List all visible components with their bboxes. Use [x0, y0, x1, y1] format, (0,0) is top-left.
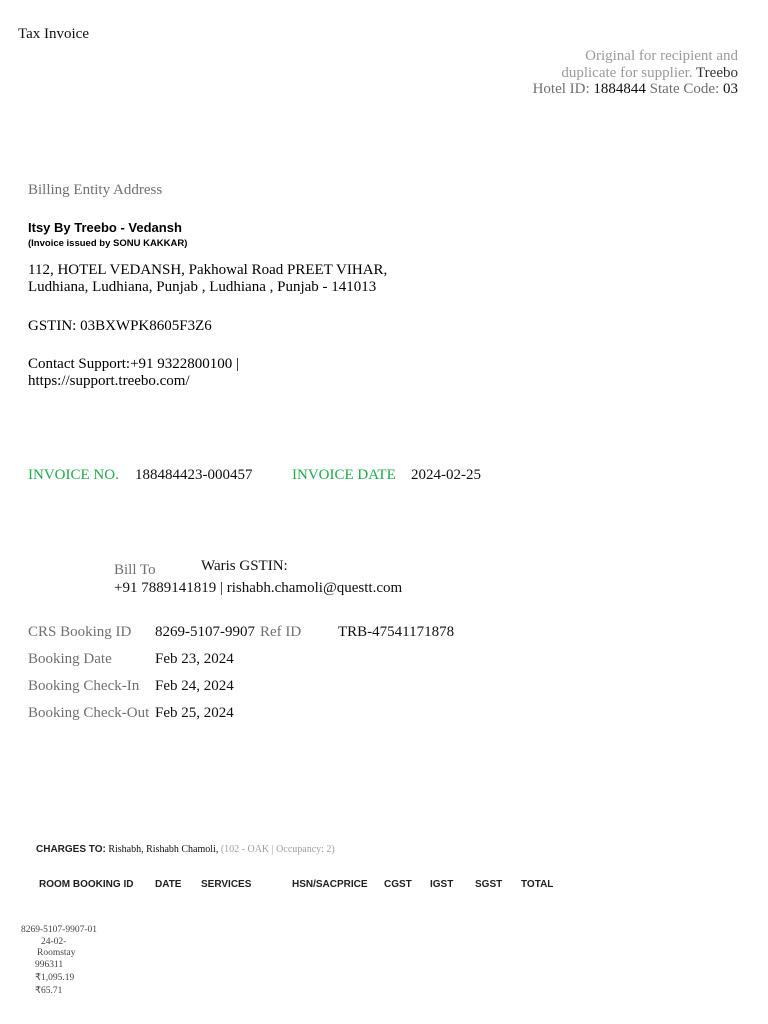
- column-header-hsn-sac: HSN/SAC: [292, 879, 338, 890]
- charges-to-line: [36, 844, 335, 855]
- state-code-label: State Code:: [649, 81, 720, 97]
- brand-name: Treebo: [696, 65, 738, 81]
- booking-checkout-value: Feb 25, 2024: [155, 705, 234, 721]
- column-header-services: SERVICES: [201, 879, 252, 890]
- row-service: Roomstay: [37, 948, 76, 958]
- row-price: ₹1,095.19: [35, 973, 75, 983]
- booking-checkin-value: Feb 24, 2024: [155, 678, 234, 694]
- column-header-sgst: SGST: [475, 879, 503, 890]
- column-header-igst: IGST: [430, 879, 454, 890]
- bill-to-contact: +91 7889141819 | rishabh.chamoli@questt.com: [114, 580, 403, 596]
- row-hsn: 996311: [35, 960, 64, 970]
- booking-date-label: Booking Date: [28, 651, 112, 667]
- copy-note-line1: Original for recipient and: [585, 48, 738, 64]
- row-date: 24-02-: [41, 937, 67, 947]
- column-header-hsn-sac-price: [292, 879, 368, 890]
- copy-note-line2: [561, 65, 738, 82]
- row-cgst: ₹65.71: [35, 986, 63, 996]
- invoice-date-value: 2024-02-25: [411, 467, 481, 483]
- charges-to-names: Rishabh, Rishabh Chamoli,: [108, 844, 219, 855]
- crs-booking-id-value: 8269-5107-9907: [155, 624, 255, 640]
- ref-id-label: Ref ID: [260, 624, 302, 640]
- contact-support: Contact Support:+91 9322800100 | https://support.treebo.com/: [28, 356, 240, 389]
- booking-checkin-label: Booking Check-In: [28, 678, 140, 694]
- column-header-price: PRICE: [337, 879, 368, 890]
- copy-note-line2-text: duplicate for supplier.: [561, 65, 693, 81]
- billing-entity-name: Itsy By Treebo - Vedansh: [28, 220, 182, 235]
- hotel-id-label: Hotel ID:: [532, 81, 590, 97]
- invoice-issued-by: (Invoice issued by SONU KAKKAR): [28, 238, 188, 249]
- column-header-total: TOTAL: [521, 879, 554, 890]
- column-header-date: DATE: [155, 879, 182, 890]
- row-room-booking-id: 8269-5107-9907-01: [21, 925, 97, 935]
- crs-booking-id-label: CRS Booking ID: [28, 624, 132, 640]
- booking-checkout-label: Booking Check-Out: [28, 705, 150, 721]
- invoice-number-value: 188484423-000457: [135, 467, 253, 483]
- invoice-date-label: INVOICE DATE: [292, 467, 396, 483]
- state-code-value: 03: [723, 81, 738, 97]
- billing-entity-heading: Billing Entity Address: [28, 182, 163, 198]
- ref-id-value: TRB-47541171878: [338, 624, 455, 640]
- invoice-number-label: INVOICE NO.: [28, 467, 119, 483]
- copy-note: [561, 48, 738, 82]
- hotel-id-value: 1884844: [593, 81, 646, 97]
- bill-to-label: Bill To: [114, 562, 156, 578]
- booking-date-value: Feb 23, 2024: [155, 651, 234, 667]
- bill-to-name: Waris GSTIN:: [201, 558, 288, 574]
- charges-to-label: CHARGES TO:: [36, 844, 106, 855]
- billing-entity-gstin: GSTIN: 03BXWPK8605F3Z6: [28, 318, 212, 334]
- column-header-cgst: CGST: [384, 879, 412, 890]
- column-header-room-booking-id: ROOM BOOKING ID: [39, 879, 134, 890]
- document-title: Tax Invoice: [18, 26, 90, 42]
- hotel-id-line: [533, 81, 738, 98]
- billing-entity-address: 112, HOTEL VEDANSH, Pakhowal Road PREET VIHAR, Ludhiana, Ludhiana, Punjab , Ludhiana , Punjab - 141013: [28, 262, 388, 295]
- charges-occupancy: (102 - OAK | Occupancy: 2): [220, 844, 335, 855]
